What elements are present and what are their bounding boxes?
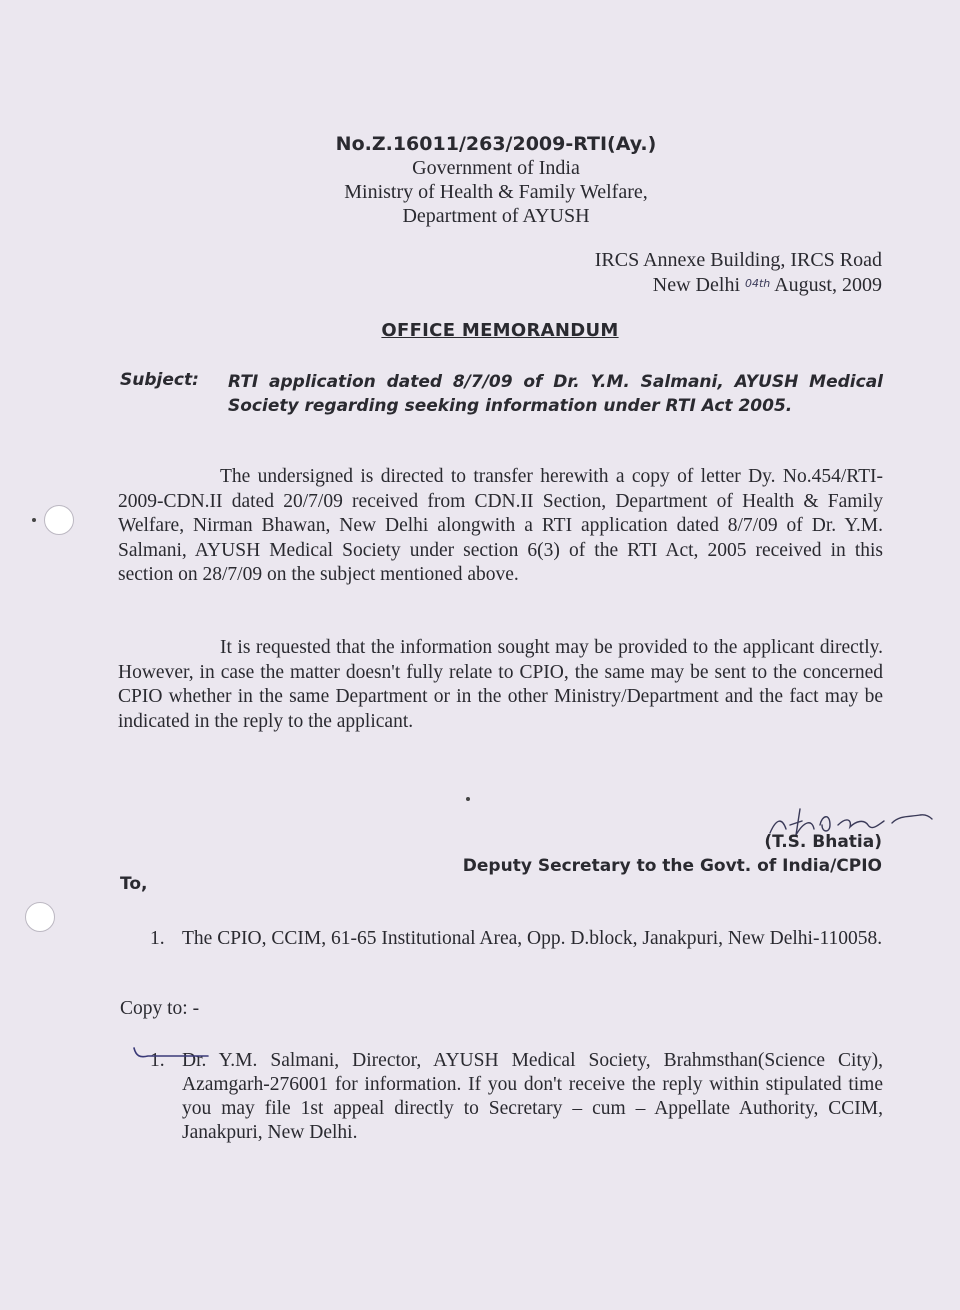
date-line bbox=[595, 272, 882, 297]
document-number: No.Z.16011/263/2009-RTI(Ay.) bbox=[335, 133, 657, 155]
recipient-item bbox=[150, 927, 883, 951]
copy-to-label: Copy to: - bbox=[120, 998, 200, 1019]
recipient-text: The CPIO, CCIM, 61-65 Institutional Area, Opp. D.block, Janakpuri, New Delhi-110058. bbox=[182, 928, 883, 949]
to-label: To, bbox=[120, 874, 148, 894]
speck-mark bbox=[466, 797, 470, 801]
copy-recipient-item bbox=[150, 1049, 883, 1145]
punch-hole-top bbox=[44, 505, 74, 535]
address-line: IRCS Annexe Building, IRCS Road bbox=[594, 249, 882, 271]
subject-text: RTI application dated 8/7/09 of Dr. Y.M. Salmani, AYUSH Medical Society regarding seeking information under RTI Act 2005. bbox=[228, 372, 883, 416]
recipient-number: 1. bbox=[150, 928, 165, 949]
date-month-year: August, 2009 bbox=[774, 274, 882, 296]
letterhead-line-government: Government of India bbox=[412, 157, 580, 179]
address-block bbox=[595, 248, 882, 297]
handwritten-day: 04th bbox=[745, 277, 771, 290]
date-place: New Delhi bbox=[652, 274, 740, 296]
pen-tick-mark bbox=[128, 1042, 218, 1064]
signatory-name: (T.S. Bhatia) bbox=[764, 832, 882, 852]
letterhead bbox=[0, 132, 960, 228]
copy-recipient-number: 1. bbox=[150, 1050, 165, 1071]
body-paragraph-2: It is requested that the information sought may be provided to the applicant directly. However, in case the matter doesn't fully relate to CPIO, the same may be sent to the concerned CPIO whether in the same Department or in the other Ministry/Department and the fact may be indicated in the reply to the applicant. bbox=[118, 637, 883, 732]
letterhead-line-department: Department of AYUSH bbox=[402, 205, 590, 227]
subject-label: Subject: bbox=[120, 370, 199, 390]
speck-mark bbox=[32, 518, 36, 522]
letterhead-line-ministry: Ministry of Health & Family Welfare, bbox=[344, 181, 648, 203]
memo-title: OFFICE MEMORANDUM bbox=[381, 320, 619, 341]
body-paragraph-1: The undersigned is directed to transfer herewith a copy of letter Dy. No.454/RTI-2009-CDN.II dated 20/7/09 received from CDN.II Section, Department of Health & Family Welfare, Nirman Bhawan, New Delhi alongwith a RTI application dated 8/7/09 of Dr. Y.M. Salmani, AYUSH Medical Society under section 6(3) of the RTI Act, 2005 received in this section on 28/7/09 on the subject mentioned above. bbox=[118, 466, 883, 585]
copy-recipient-text: Dr. Y.M. Salmani, Director, AYUSH Medical Society, Brahmsthan(Science City), Azamgarh-276001 for information. If you don't receive the reply within stipulated time you may file 1st appeal directly to Secretary – cum – Appellate Authority, CCIM, Janakpuri, New Delhi. bbox=[182, 1050, 883, 1143]
punch-hole-bottom bbox=[25, 902, 55, 932]
signatory-designation: Deputy Secretary to the Govt. of India/CPIO bbox=[462, 856, 882, 876]
